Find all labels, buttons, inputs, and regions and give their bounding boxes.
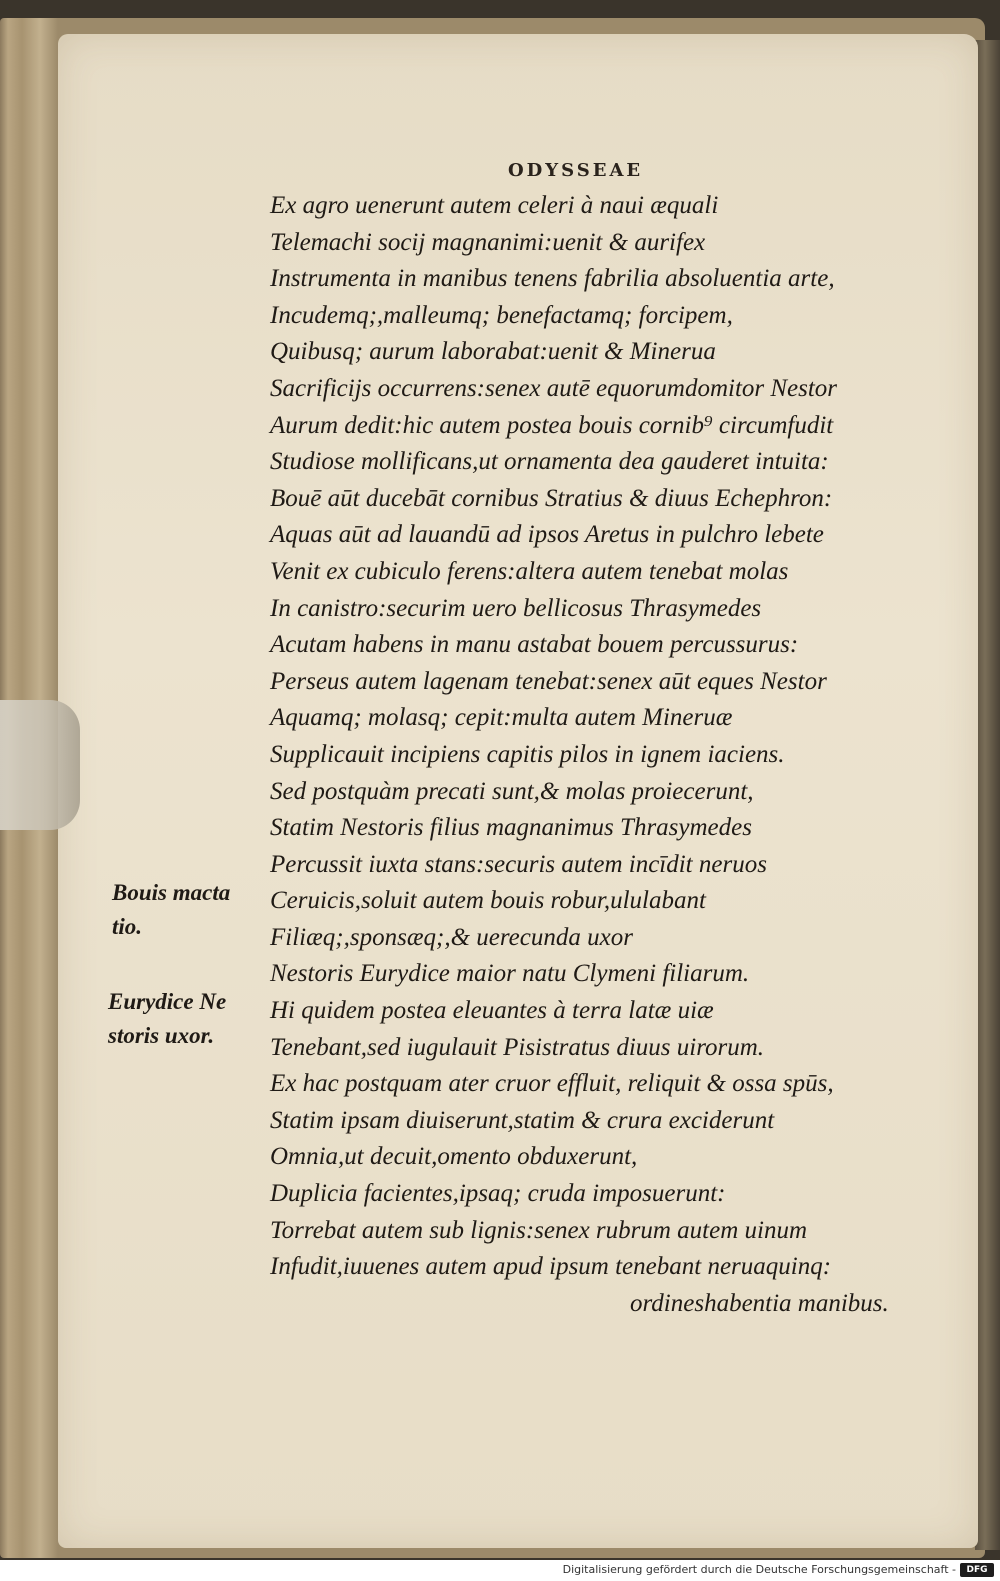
dfg-logo: DFG [960,1563,994,1577]
verse-text [270,188,950,1322]
verse-line: Sed postquàm precati sunt,& molas proiecerunt, [270,777,754,805]
verse-line: Venit ex cubiculo ferens:altera autem tenebat molas [270,557,789,585]
verse-line: Incudemq;,malleumq; benefactamq; forcipem, [270,301,733,329]
verse-line: Torrebat autem sub lignis:senex rubrum autem uinum [270,1216,808,1244]
verse-line: Ex hac postquam ater cruor effluit, reliquit & ossa spūs, [270,1070,834,1098]
running-header: ODYSSEAE [508,160,644,181]
verse-line: Statim ipsam diuiserunt,statim & crura exciderunt [270,1106,775,1134]
verse-line: Quibusq; aurum laborabat:uenit & Minerua [270,338,716,366]
book-edge [975,40,1000,1550]
verse-line: Bouē aūt ducebāt cornibus Stratius & diuus Echephron: [270,484,833,512]
verse-line-catchword: ordineshabentia manibus. [630,1289,889,1317]
book-clasp [0,700,80,830]
footer-bar [0,1560,1000,1581]
verse-line: Filiæq;,sponsæq;,& uerecunda uxor [270,923,633,951]
verse-line: Telemachi socij magnanimi:uenit & aurifex [270,228,706,256]
margin-note-line: Bouis macta [112,880,231,905]
verse-line: Sacrificijs occurrens:senex autē equorumdomitor Nestor [270,374,838,402]
verse-line: Tenebant,sed iugulauit Pisistratus diuus uirorum. [270,1033,765,1061]
verse-line: Acutam habens in manu astabat bouem percussurus: [270,631,799,659]
verse-line: Ex agro uenerunt autem celeri à naui æquali [270,192,719,219]
verse-line: Aquamq; molasq; cepit:multa autem Mineruæ [270,704,733,732]
verse-line: Hi quidem postea eleuantes à terra latæ uiæ [270,997,714,1025]
verse-line: Statim Nestoris filius magnanimus Thrasymedes [270,814,752,842]
verse-line: Aquas aūt ad lauandū ad ipsos Aretus in pulchro lebete [270,521,824,549]
verse-line: Omnia,ut decuit,omento obduxerunt, [270,1143,638,1171]
verse-line: Aurum dedit:hic autem postea bouis cornib⁹ circumfudit [270,411,834,439]
verse-line: Duplicia facientes,ipsaq; cruda imposuerunt: [270,1180,726,1208]
verse-line: In canistro:securim uero bellicosus Thrasymedes [270,594,762,622]
verse-line: Supplicauit incipiens capitis pilos in ignem iaciens. [270,740,785,768]
margin-note-bouis-mactatio [112,876,230,944]
verse-line: Perseus autem lagenam tenebat:senex aūt eques Nestor [270,667,827,695]
verse-line: Ceruicis,soluit autem bouis robur,ululabant [270,887,706,915]
margin-note-line: tio. [112,914,143,939]
footer-credit: Digitalisierung gefördert durch die Deutsche Forschungsgemeinschaft - [562,1563,956,1576]
margin-note-line: Eurydice Ne [108,989,227,1014]
verse-line: Infudit,iuuenes autem apud ipsum tenebant neruaquinq: [270,1253,832,1281]
verse-line: Studiose mollificans,ut ornamenta dea gauderet intuita: [270,448,829,476]
margin-note-eurydice [108,985,226,1053]
verse-line: Nestoris Eurydice maior natu Clymeni filiarum. [270,960,750,988]
margin-note-line: storis uxor. [108,1023,215,1048]
verse-line: Percussit iuxta stans:securis autem incīdit neruos [270,850,767,878]
verse-line: Instrumenta in manibus tenens fabrilia absoluentia arte, [270,265,835,293]
